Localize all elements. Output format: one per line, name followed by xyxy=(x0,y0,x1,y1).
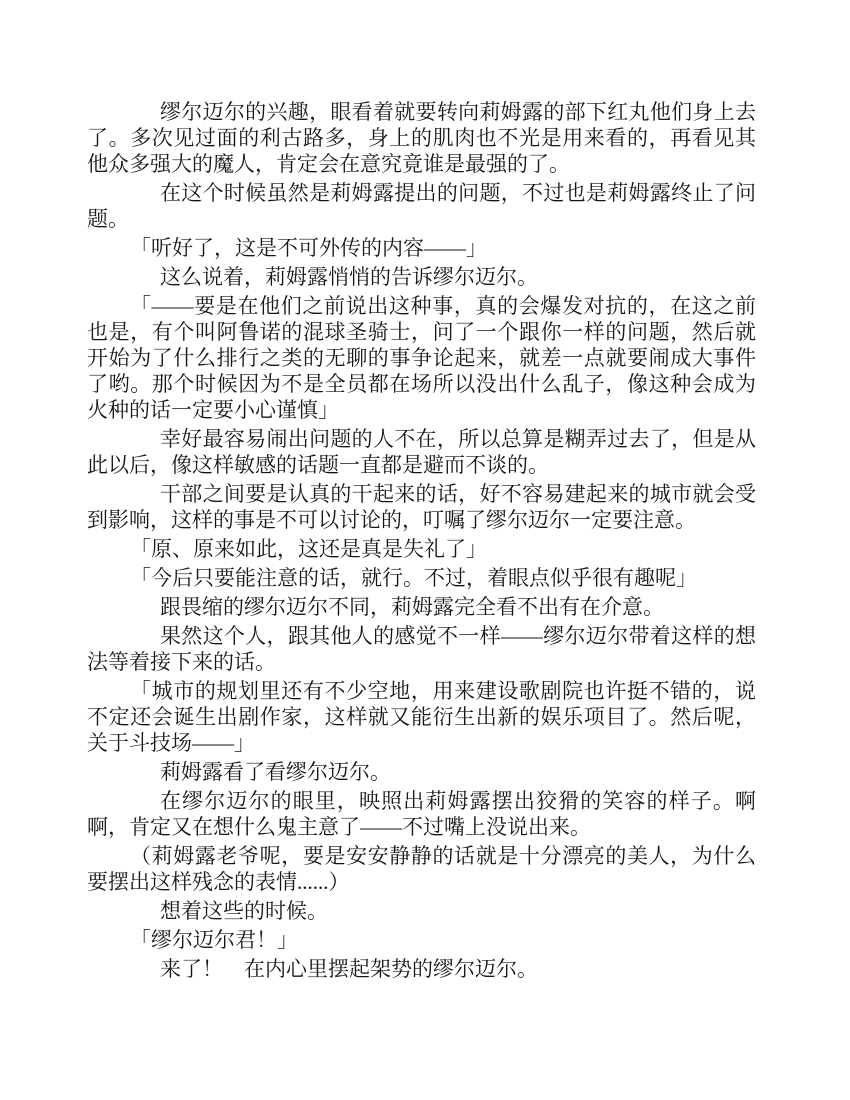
paragraph: 「缪尔迈尔君！」 xyxy=(130,928,298,952)
paragraph: 「城市的规划里还有不少空地，用来建设歌剧院也许挺不错的，说不定还会诞生出剧作家，这样就又能衍生出新的娱乐项目了。然后呢，关于斗技场——」 xyxy=(87,679,756,755)
paragraph: 这么说着，莉姆露悄悄的告诉缪尔迈尔。 xyxy=(160,265,538,289)
paragraph: 「原、原来如此，这还是真是失礼了」 xyxy=(130,537,487,561)
paragraph: 幸好最容易闹出问题的人不在，所以总算是糊弄过去了，但是从此以后，像这样敏感的话题一直都是避而不谈的。 xyxy=(87,427,756,477)
paragraph: 果然这个人，跟其他人的感觉不一样——缪尔迈尔带着这样的想法等着接下来的话。 xyxy=(87,624,756,674)
paragraph: 「今后只要能注意的话，就行。不过，着眼点似乎很有趣呢」 xyxy=(130,566,697,590)
paragraph: 缪尔迈尔的兴趣，眼看着就要转向莉姆露的部下红丸他们身上去了。多次见过面的利古路多，身上的肌肉也不光是用来看的，再看见其他众多强大的魔人，肯定会在意究竟谁是最强的了。 xyxy=(87,100,756,176)
paragraph: （莉姆露老爷呢，要是安安静静的话就是十分漂亮的美人，为什么要摆出这样残念的表情......） xyxy=(87,844,756,894)
paragraph: 在缪尔迈尔的眼里，映照出莉姆露摆出狡猾的笑容的样子。啊啊，肯定又在想什么鬼主意了——不过嘴上没说出来。 xyxy=(87,789,756,839)
paragraph: 想着这些的时候。 xyxy=(160,899,328,923)
paragraph: 「听好了，这是不可外传的内容——」 xyxy=(130,236,487,260)
page-text xyxy=(87,99,756,985)
paragraph: 在这个时候虽然是莉姆露提出的问题，不过也是莉姆露终止了问题。 xyxy=(87,181,756,231)
paragraph: 来了！ 在内心里摆起架势的缪尔迈尔。 xyxy=(160,957,538,981)
paragraph: 「——要是在他们之前说出这种事，真的会爆发对抗的，在这之前也是，有个叫阿鲁诺的混球圣骑士，问了一个跟你一样的问题，然后就开始为了什么排行之类的无聊的事争论起来，就差一点就要闹成大事件了哟。那个时候因为不是全员都在场所以没出什么乱子，像这种会成为火种的话一定要小心谨慎」 xyxy=(87,294,756,422)
paragraph: 干部之间要是认真的干起来的话，好不容易建起来的城市就会受到影响，这样的事是不可以讨论的，叮嘱了缪尔迈尔一定要注意。 xyxy=(87,482,756,532)
paragraph: 莉姆露看了看缪尔迈尔。 xyxy=(160,760,391,784)
paragraph: 跟畏缩的缪尔迈尔不同，莉姆露完全看不出有在介意。 xyxy=(160,595,664,619)
